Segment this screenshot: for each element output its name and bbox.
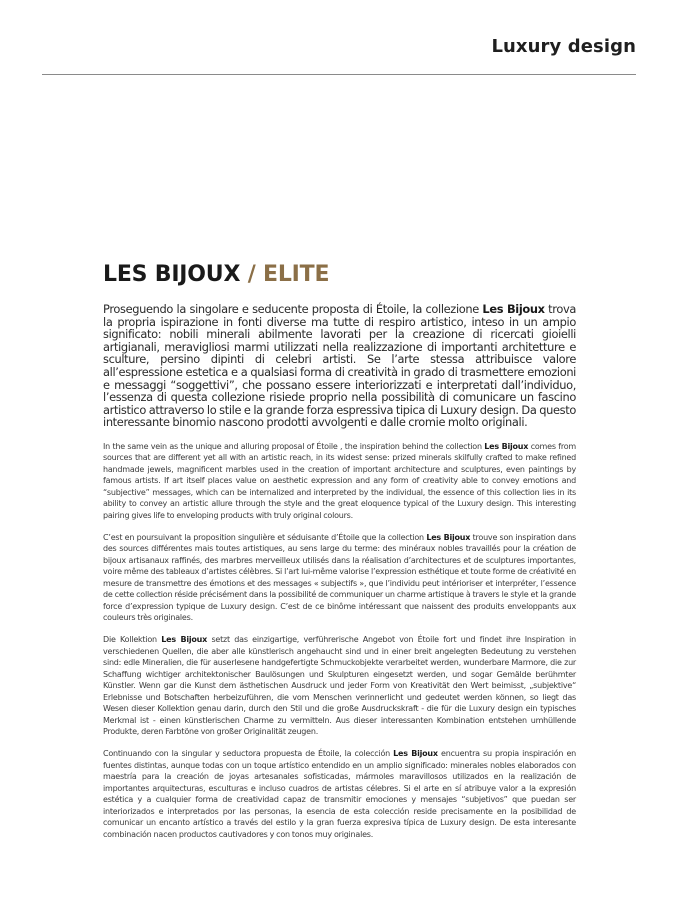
collection-name: Les Bijoux: [161, 635, 208, 645]
title-main: LES BIJOUX: [103, 262, 241, 287]
paragraph-text: encuentra su propia inspiración en fuentes distintas, aunque todas con un toque artístico entendido en un amplio significado: minerales nobles elaborados con maestría para la creación de joyas artesanales sofisticadas, mármoles maravillosos utilizados en la realización de importantes arquitecturas, esculturas e incluso cuadros de artistas célebres. Si el arte en sí atribuye valor a la expresión estética y a cualquier forma de creatividad capaz de transmitir emociones y mensajes “subjetivos” que puedan ser interiorizados e interpretados por las personas, la esencia de esta colección reside precisamente en la posibilidad de comunicar un encanto artístico a través del estilo y la gran fuerza expresiva típica de Luxury design. De esta interesante combinación nacen productos cautivadores y con tonos muy originales.: [103, 749, 576, 839]
brand-title: Luxury design: [491, 36, 636, 57]
paragraph-text: Continuando con la singular y seductora propuesta de Étoile, la colección: [103, 749, 394, 759]
paragraph-italian: [103, 303, 576, 429]
collection-name: Les Bijoux: [482, 302, 545, 316]
collection-name: Les Bijoux: [484, 441, 529, 451]
paragraph-text: C’est en poursuivant la proposition singulière et séduisante d’Étoile que la collection: [103, 532, 427, 542]
paragraph-english: [103, 441, 576, 522]
paragraph-text: In the same vein as the unique and alluring proposal of Étoile , the inspiration behind the collection: [103, 441, 485, 451]
paragraph-text: Proseguendo la singolare e seducente proposta di Étoile, la collezione: [103, 302, 483, 316]
collection-name: Les Bijoux: [426, 532, 471, 542]
title-accent: ELITE: [263, 262, 330, 287]
paragraph-text: setzt das einzigartige, verführerische Angebot von Étoile fort und findet ihre Inspiration in verschiedenen Quellen, die aber alle künstlerisch angehaucht sind und in einer breit angelegten Bedeutung zu verstehen sind: edle Mineralien, die für auserlesene handgefertigte Schmuckobjekte verarbeitet werden, wunderbare Marmore, die zur Schaffung wichtiger architektonischer Baulösungen und Skulpturen eingesetzt werden, und sogar Gemälde berühmter Künstler. Wenn gar die Kunst dem ästhetischen Ausdruck und jeder Form von Kreativität den Wert beimisst, „subjektive“ Erlebnisse und Botschaften herbeizuführen, die vom Menschen verinnerlicht und gedeutet werden können, so liegt das Wesen dieser Kollektion genau darin, durch den Stil und die große Ausdruckskraft - die für die Luxury design ein typisches Merkmal ist - einen künstlerischen Charme zu vermitteln. Aus dieser interessanten Kombination entstehen umhüllende Produkte, deren Farbtöne von großer Originalität zeugen.: [103, 635, 577, 737]
main-content: [103, 262, 576, 851]
collection-name: Les Bijoux: [393, 749, 438, 759]
paragraph-text: comes from sources that are different yet all with an artistic reach, in its widest sense: prized minerals skilfully crafted to make refined handmade jewels, magnificent marbles used in the creation of important architecture and sculptures, even paintings by famous artists. If art itself places value on aesthetic expression and any form of creativity able to convey emotions and “subjective” messages, which can be internalized and interpreted by the individual, the essence of this collection lies in its ability to convey an artistic allure through the style and the great eloquence typical of the Luxury design. This interesting pairing gives life to enveloping products with truly original colours.: [103, 441, 576, 520]
page-title: [103, 262, 576, 287]
title-separator: /: [247, 262, 256, 287]
paragraph-text: Die Kollektion: [103, 635, 162, 645]
paragraph-spanish: [103, 748, 576, 840]
page-header: [42, 36, 636, 75]
paragraph-french: [103, 532, 576, 624]
paragraph-german: [103, 634, 576, 738]
paragraph-text: trova la propria ispirazione in fonti diverse ma tutte di respiro artistico, inteso in un ampio significato: nobili minerali abilmente lavorati per la creazione di ricercati gioielli artigianali, meravigliosi marmi utilizzati nella realizzazione di importanti architetture e sculture, persino dipinti di celebri artisti. Se l’arte stessa attribuisce valore all’espressione estetica e a qualsiasi forma di creatività in grado di trasmettere emozioni e messaggi “soggettivi”, che possano essere interiorizzati e interpretati dall’individuo, l’essenza di questa collezione risiede proprio nella possibilità di comunicare un fascino artistico attraverso lo stile e la grande forza espressiva tipica di Luxury design. Da questo interessante binomio nascono prodotti avvolgenti e dalle cromie molto originali.: [103, 302, 576, 430]
paragraph-text: trouve son inspiration dans des sources différentes mais toutes artistiques, au sens large du terme: des minéraux nobles travaillés pour la création de bijoux artisanaux raffinés, des marbres merveilleux utilisés dans la réalisation d’architectures et de sculptures importantes, voire même des tableaux d’artistes célèbres. Si l’art lui-même valorise l’expression esthétique et toute forme de créativité en mesure de transmettre des émotions et des messages « subjectifs », que l’individu peut intérioriser et interpréter, l’essence de cette collection réside précisément dans la possibilité de communiquer un charme artistique à travers le style et la grande force d’expression typique de Luxury design. C’est de ce binôme intéressant que naissent des produits enveloppants aux couleurs très originales.: [103, 532, 577, 623]
